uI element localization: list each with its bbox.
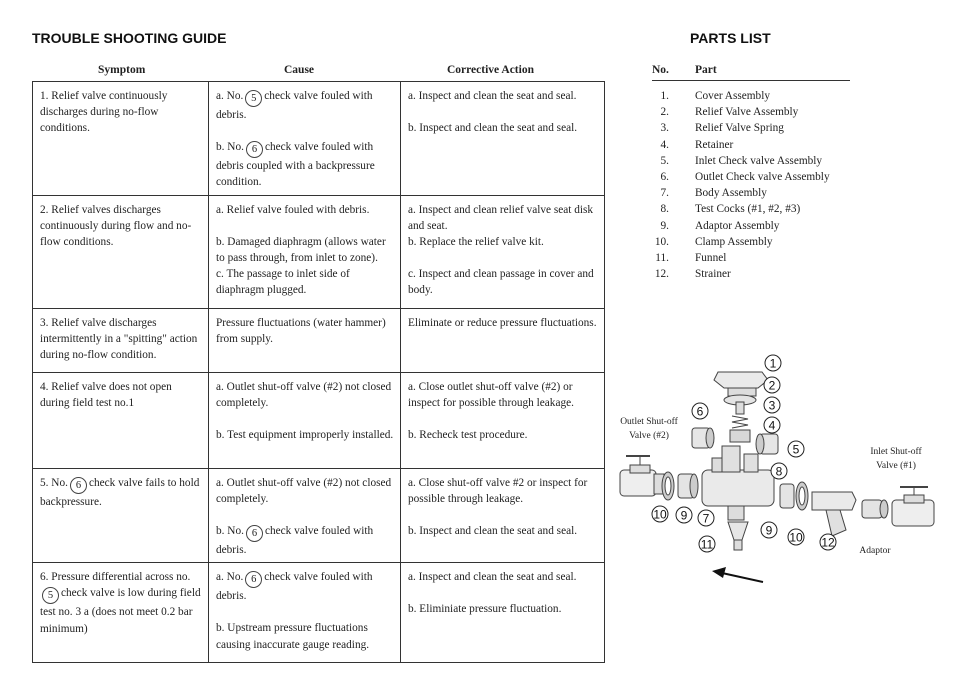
part-name: Relief Valve Spring [695,122,784,135]
part-number-circle: 5 [245,90,262,107]
part-number: 7. [660,187,669,200]
svg-text:10: 10 [653,507,667,522]
symptom-text: 1. Relief valve continuously discharges during no-flow conditions. [40,90,168,135]
part-name: Test Cocks (#1, #2, #3) [695,203,801,216]
strainer [812,492,856,536]
part-name: Retainer [695,138,734,151]
action-header: Corrective Action [447,64,534,76]
part-number: 5. [660,154,669,167]
diagram-callout [699,536,715,552]
svg-text:1: 1 [769,356,777,371]
text: check valve fouled with debris coupled with a backpressure condition. [216,141,375,189]
action-text: b. Inspect and clean the seat and seal. [408,122,578,135]
part-number: 10. [654,235,669,248]
diagram-callout [788,441,804,457]
part-number-circle: 5 [42,587,59,604]
part-number: 11. [655,251,669,264]
text: a. Outlet shut-off valve (#2) not closed completely. [216,380,392,409]
part-number-circle: 6 [246,141,263,158]
diagram-callout [692,403,708,419]
text: 5. No. [40,476,68,489]
action-text: a. Inspect and clean the seat and seal. [408,90,577,102]
inlet-valve-label: Inlet Shut-off Valve (#1) [870,447,922,471]
action-text: a. Inspect and clean the seat and seal. [408,571,577,584]
action-text: Eliminate or reduce pressure fluctuations. [408,316,597,329]
outlet-valve-label: Outlet Shut-off Valve (#2) [620,417,678,441]
troubleshooting-title: TROUBLE SHOOTING GUIDE [32,30,227,46]
svg-text:6: 6 [696,404,704,419]
part-number: 3. [660,122,669,135]
part-name: Adaptor Assembly [695,219,780,232]
action-text: b. Inspect and clean the seat and seal. [408,525,578,538]
text: 6. Pressure differential across no. [40,571,191,584]
diagram-callout [765,355,781,371]
adaptor-label: Adaptor [859,546,891,556]
body-assembly [702,446,774,520]
text: b. Test equipment improperly installed. [216,429,394,442]
svg-text:2: 2 [768,378,776,393]
diagram-callout [761,522,777,538]
flow-direction-arrow [712,567,763,582]
cause-header: Cause [284,64,315,76]
action-text: a. Inspect and clean relief valve seat disk and seat. [408,203,594,232]
svg-text:7: 7 [702,511,710,526]
svg-text:4: 4 [768,418,776,433]
part-number-circle: 6 [245,571,262,588]
part-number: 12. [654,268,669,281]
action-text: b. Recheck test procedure. [408,429,528,442]
svg-text:9: 9 [765,523,773,538]
part-name: Cover Assembly [695,90,770,102]
text: check valve fails to hold backpressure. [40,476,200,508]
cover-assembly [714,372,768,396]
outlet-shutoff-valve [620,456,664,496]
diagram-callout [764,417,780,433]
diagram-callout [676,507,692,523]
part-number-circle: 6 [246,525,263,542]
text: a. No. [216,90,244,102]
inlet-shutoff-valve [892,487,934,526]
diagram-callout [652,506,668,522]
diagram-callout [698,510,714,526]
text: b. Damaged diaphragm (allows water to pass through, from inlet to zone). [216,235,386,265]
text: check valve fouled with debris. [216,571,373,603]
text: a. No. [216,571,244,584]
text: check valve is low during field test no. 3 a (does not meet 0.2 bar minimum) [40,587,201,635]
svg-text:3: 3 [768,398,776,413]
parts-list-title: PARTS LIST [690,30,771,46]
part-number: 8. [660,203,669,216]
text: a. Relief valve fouled with debris. [216,203,370,216]
diagram-callout [820,534,836,550]
parts-no-header: No. [652,64,669,76]
part-name: Funnel [695,251,727,264]
text: check valve fouled with debris. [216,525,374,557]
diagram-callout [788,529,804,545]
action-text: b. Replace the relief valve kit. [408,236,544,249]
part-number: 4. [660,138,669,151]
parts-part-header: Part [695,64,717,76]
svg-text:11: 11 [700,537,714,552]
text: check valve fouled with debris. [216,90,373,121]
action-text: c. Inspect and clean passage in cover and body. [408,268,594,297]
action-text: a. Close outlet shut-off valve (#2) or inspect for possible through leakage. [408,380,574,409]
part-number: 9. [660,219,669,232]
text: b. No. [216,141,244,154]
text: Pressure fluctuations (water hammer) from supply. [216,316,386,345]
svg-text:10: 10 [789,530,803,545]
svg-text:5: 5 [792,442,800,457]
part-name: Body Assembly [695,187,767,200]
part-name: Relief Valve Assembly [695,106,799,119]
action-text: b. Eliminiate pressure fluctuation. [408,603,562,616]
symptom-text: 3. Relief valve discharges intermittently in a "spitting" action during no-flow condition. [40,316,198,362]
symptom-header: Symptom [98,64,146,76]
part-number: 6. [660,170,669,183]
svg-text:8: 8 [775,464,783,479]
action-text: a. Close shut-off valve #2 or inspect for possible through leakage. [408,476,588,505]
part-number-circle: 6 [70,477,87,494]
symptom-text: 4. Relief valve does not open during field test no.1 [40,380,172,409]
part-name: Inlet Check valve Assembly [695,154,823,167]
part-name: Clamp Assembly [695,235,773,248]
part-name: Strainer [695,268,731,281]
diagram-callout [764,377,780,393]
part-number: 1. [660,90,669,102]
text: b. No. [216,525,244,538]
diagram-callout [771,463,787,479]
text: a. Outlet shut-off valve (#2) not closed completely. [216,476,392,505]
text: c. The passage to inlet side of diaphragm plugged. [216,268,350,297]
text: b. Upstream pressure fluctuations causing inaccurate gauge reading. [216,622,370,651]
symptom-text: 2. Relief valves discharges continuously during flow and no-flow conditions. [40,203,192,249]
svg-text:9: 9 [680,508,688,523]
diagram-callout [764,397,780,413]
part-number: 2. [660,106,669,119]
part-name: Outlet Check valve Assembly [695,170,830,183]
svg-text:12: 12 [821,535,835,550]
